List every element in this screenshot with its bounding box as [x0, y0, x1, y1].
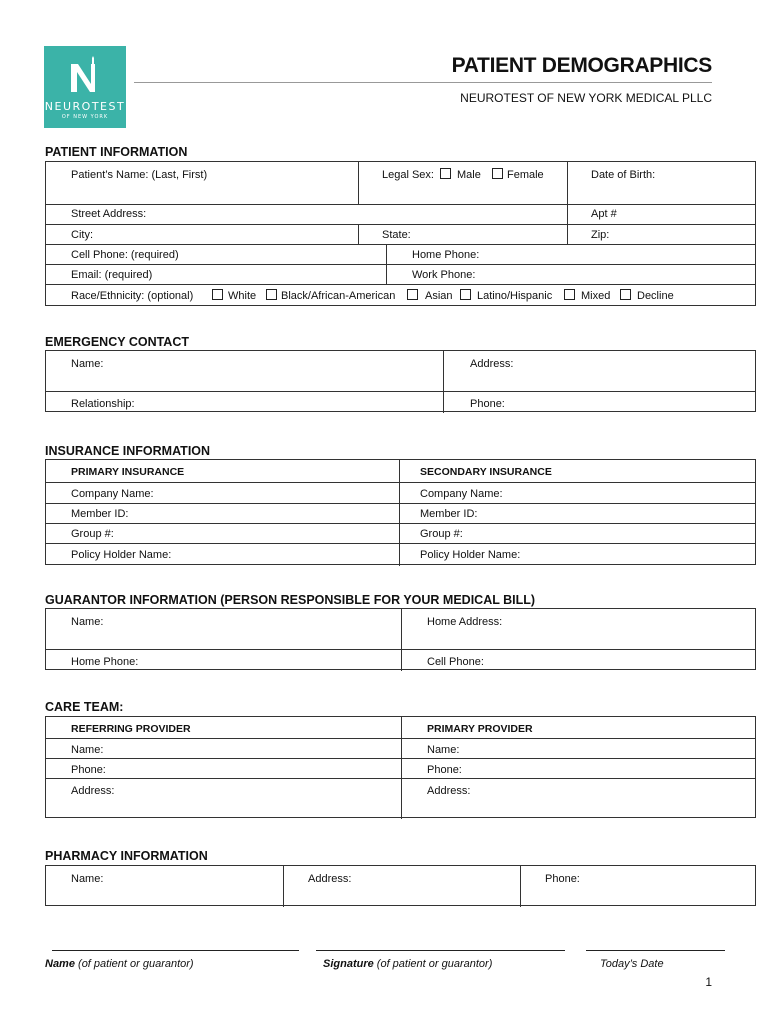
practice-name: NEUROTEST OF NEW YORK MEDICAL PLLC — [460, 91, 712, 105]
pharmacy-name-field[interactable]: Name: — [71, 873, 104, 885]
secondary-group-field[interactable]: Group #: — [420, 528, 463, 540]
home-phone-field[interactable]: Home Phone: — [412, 249, 480, 261]
emergency-name-field[interactable]: Name: — [71, 358, 104, 370]
race-asian-label: Asian — [425, 290, 453, 302]
emergency-phone-field[interactable]: Phone: — [470, 398, 505, 410]
primary-holder-field[interactable]: Policy Holder Name: — [71, 549, 172, 561]
race-decline-checkbox[interactable] — [620, 289, 631, 300]
primary-name-field[interactable]: Name: — [427, 744, 460, 756]
logo-subtext: OF NEW YORK — [61, 114, 109, 120]
guarantor-home-phone-field[interactable]: Home Phone: — [71, 656, 139, 668]
care-team-heading: CARE TEAM: — [45, 700, 124, 714]
primary-insurance-header: PRIMARY INSURANCE — [71, 466, 185, 478]
name-signature-line[interactable] — [52, 950, 299, 951]
referring-address-field[interactable]: Address: — [71, 785, 115, 797]
pharmacy-heading: PHARMACY INFORMATION — [45, 849, 208, 863]
referring-name-field[interactable]: Name: — [71, 744, 104, 756]
primary-member-id-field[interactable]: Member ID: — [71, 508, 129, 520]
logo-wordmark: NEUROTEST — [44, 100, 126, 113]
signature-line[interactable] — [316, 950, 565, 951]
female-checkbox[interactable] — [492, 168, 503, 179]
race-white-label: White — [228, 290, 257, 302]
male-checkbox[interactable] — [440, 168, 451, 179]
male-label: Male — [457, 169, 481, 181]
state-field[interactable]: State: — [382, 229, 411, 241]
secondary-insurance-header: SECONDARY INSURANCE — [420, 466, 552, 478]
emergency-contact-heading: EMERGENCY CONTACT — [45, 335, 189, 349]
race-label: Race/Ethnicity: (optional) — [71, 290, 194, 302]
guarantor-home-address-field[interactable]: Home Address: — [427, 616, 503, 628]
primary-provider-header: PRIMARY PROVIDER — [427, 723, 533, 735]
email-field[interactable]: Email: (required) — [71, 269, 153, 281]
pharmacy-address-field[interactable]: Address: — [308, 873, 352, 885]
name-caption: Name (of patient or guarantor) — [45, 958, 194, 970]
page-number: 1 — [705, 975, 712, 989]
race-white-checkbox[interactable] — [212, 289, 223, 300]
emergency-contact-box — [45, 350, 756, 412]
logo-n-icon — [65, 56, 105, 96]
patient-info-box — [45, 161, 756, 306]
secondary-company-field[interactable]: Company Name: — [420, 488, 503, 500]
date-caption: Today’s Date — [600, 958, 664, 970]
dob-field[interactable]: Date of Birth: — [591, 169, 656, 181]
primary-address-field[interactable]: Address: — [427, 785, 471, 797]
street-address-field[interactable]: Street Address: — [71, 208, 147, 220]
guarantor-box — [45, 608, 756, 670]
company-logo — [44, 46, 126, 128]
guarantor-heading: GUARANTOR INFORMATION (PERSON RESPONSIBLE FOR YOUR MEDICAL BILL) — [45, 593, 536, 607]
primary-group-field[interactable]: Group #: — [71, 528, 114, 540]
secondary-member-id-field[interactable]: Member ID: — [420, 508, 478, 520]
referring-phone-field[interactable]: Phone: — [71, 764, 106, 776]
primary-phone-field[interactable]: Phone: — [427, 764, 462, 776]
insurance-heading: INSURANCE INFORMATION — [45, 444, 211, 458]
guarantor-name-field[interactable]: Name: — [71, 616, 104, 628]
page-title: PATIENT DEMOGRAPHICS — [451, 54, 712, 77]
referring-provider-header: REFERRING PROVIDER — [71, 723, 191, 735]
header-divider — [134, 82, 712, 83]
legal-sex-label: Legal Sex: — [382, 169, 434, 181]
female-label: Female — [507, 169, 544, 181]
care-team-box — [45, 716, 756, 818]
zip-field[interactable]: Zip: — [591, 229, 610, 241]
work-phone-field[interactable]: Work Phone: — [412, 269, 476, 281]
race-latino-checkbox[interactable] — [460, 289, 471, 300]
race-mixed-checkbox[interactable] — [564, 289, 575, 300]
race-asian-checkbox[interactable] — [407, 289, 418, 300]
race-mixed-label: Mixed — [581, 290, 611, 302]
race-decline-label: Decline — [637, 290, 674, 302]
race-latino-label: Latino/Hispanic — [477, 290, 553, 302]
pharmacy-box — [45, 865, 756, 906]
patient-name-field[interactable]: Patient’s Name: (Last, First) — [71, 169, 208, 181]
race-black-checkbox[interactable] — [266, 289, 277, 300]
race-black-label: Black/African-American — [281, 290, 396, 302]
signature-caption: Signature (of patient or guarantor) — [323, 958, 493, 970]
primary-company-field[interactable]: Company Name: — [71, 488, 154, 500]
cell-phone-field[interactable]: Cell Phone: (required) — [71, 249, 179, 261]
guarantor-cell-phone-field[interactable]: Cell Phone: — [427, 656, 484, 668]
emergency-relationship-field[interactable]: Relationship: — [71, 398, 135, 410]
apt-field[interactable]: Apt # — [591, 208, 617, 220]
city-field[interactable]: City: — [71, 229, 93, 241]
emergency-address-field[interactable]: Address: — [470, 358, 514, 370]
date-signature-line[interactable] — [586, 950, 725, 951]
insurance-box — [45, 459, 756, 565]
pharmacy-phone-field[interactable]: Phone: — [545, 873, 580, 885]
patient-info-heading: PATIENT INFORMATION — [45, 145, 188, 159]
secondary-holder-field[interactable]: Policy Holder Name: — [420, 549, 521, 561]
